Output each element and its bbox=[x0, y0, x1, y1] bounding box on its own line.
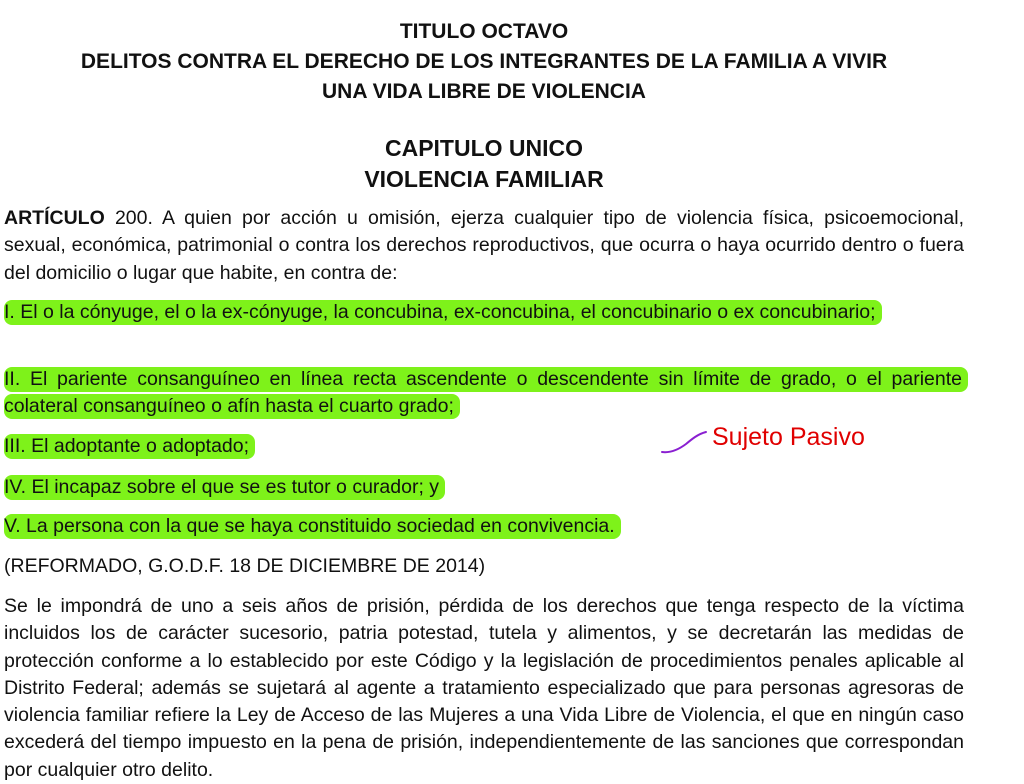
list-item bbox=[4, 474, 968, 501]
article-text: 200. A quien por acción u omisión, ejerza cualquier tipo de violencia física, psicoemocional, sexual, económica, patrimonial o contra los derechos reproductivos, que ocurra o haya ocurrido dentro o fuera del domicilio o lugar que habite, en contra de: bbox=[4, 207, 964, 284]
article-paragraph bbox=[4, 205, 964, 287]
annotation-label: Sujeto Pasivo bbox=[712, 423, 865, 451]
highlighted-item-5: V. La persona con la que se haya constituido sociedad en convivencia. bbox=[4, 514, 621, 539]
penalty-paragraph: Se le impondrá de uno a seis años de prisión, pérdida de los derechos que tenga respecto de la víctima incluidos los de carácter sucesorio, patria potestad, tutela y alimentos, y se decretarán las medidas de protección conforme a lo establecido por este Código y la legislación de procedimientos penales aplicable al Distrito Federal; además se sujetará al agente a tratamiento especializado que para personas agresoras de violencia familiar refiere la Ley de Acceso de las Mujeres a una Vida Libre de Violencia, el que en ningún caso excederá del tiempo impuesto en la pena de prisión, independientemente de las sanciones que correspondan por cualquier otro delito. bbox=[4, 595, 964, 781]
highlighted-item-2: II. El pariente consanguíneo en línea recta ascendente o descendente sin límite de grado, o el pariente colateral consanguíneo o afín hasta el cuarto grado; bbox=[4, 367, 968, 419]
article-label: ARTÍCULO bbox=[4, 207, 105, 229]
title-line-3: UNA VIDA LIBRE DE VIOLENCIA bbox=[322, 80, 646, 103]
title-line-1: TITULO OCTAVO bbox=[399, 20, 569, 43]
annotation-stroke-icon bbox=[660, 426, 710, 456]
chapter-line-2: VIOLENCIA FAMILIAR bbox=[364, 166, 604, 192]
title-line-2: DELITOS CONTRA EL DERECHO DE LOS INTEGRANTES DE LA FAMILIA A VIVIR bbox=[80, 50, 888, 73]
margin-annotation bbox=[660, 422, 920, 458]
list-item bbox=[4, 299, 968, 326]
reform-note: (REFORMADO, G.O.D.F. 18 DE DICIEMBRE DE 2014) bbox=[4, 555, 486, 577]
highlighted-item-1: I. El o la cónyuge, el o la ex-cónyuge, la concubina, ex-concubina, el concubinario o ex concubinario; bbox=[4, 300, 882, 325]
highlighted-item-3: III. El adoptante o adoptado; bbox=[4, 434, 255, 459]
chapter-block bbox=[0, 133, 968, 195]
list-item bbox=[4, 513, 968, 540]
chapter-line-1: CAPITULO UNICO bbox=[384, 135, 584, 161]
list-item bbox=[4, 366, 968, 421]
highlighted-item-4: IV. El incapaz sobre el que se es tutor o curador; y bbox=[4, 475, 445, 500]
title-block bbox=[0, 17, 968, 107]
